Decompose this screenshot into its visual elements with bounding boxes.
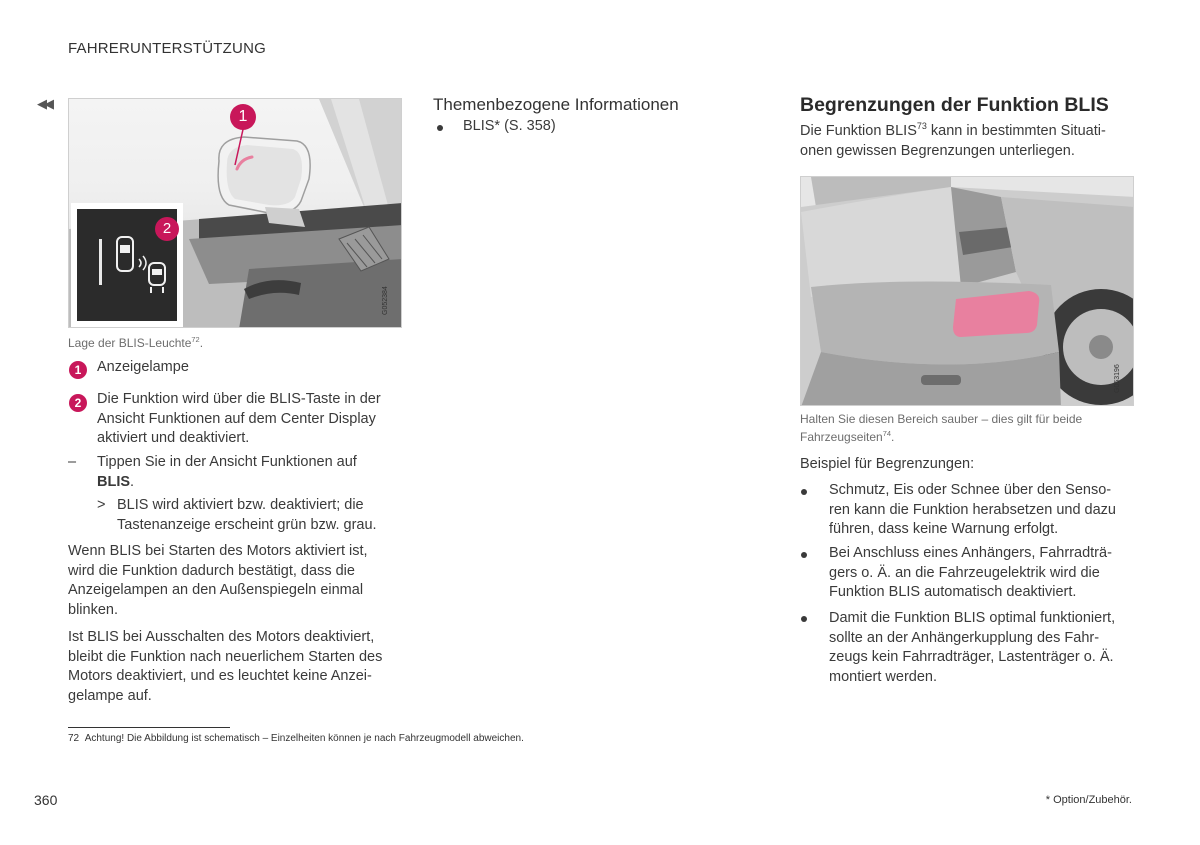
limitation-item: Damit die Funktion BLIS optimal funktioniert, sollte an der Anhängerkupplung des Fahr- zeugs kein Fahrradträger, Lastenträger o. Ä. montiert werden.: [829, 610, 1116, 685]
step-result-marker: >: [97, 497, 106, 513]
blis-keyword: BLIS: [97, 473, 131, 490]
paragraph-shutdown: Ist BLIS bei Ausschalten des Motors deaktiviert, bleibt die Funktion nach neuerlichem Starten des Motors deaktiviert, und es leuchtet keine Anzei- gelampe auf.: [68, 629, 383, 704]
double-chevron-left-icon[interactable]: ◀◀: [37, 96, 51, 111]
limitations-heading: Begrenzungen der Funktion BLIS: [800, 94, 1109, 116]
figure-caption: Lage der BLIS-Leuchte$^{72}$.: [68, 335, 204, 350]
item-1-text: Anzeigelampe: [97, 359, 189, 375]
footnote: 72 Achtung! Die Abbildung ist schematisch – Einzelheiten können je nach Fahrzeugmodell abweichen.: [68, 733, 524, 744]
section-header: FAHRERUNTERSTÜTZUNG: [68, 40, 266, 57]
paragraph-startup: Wenn BLIS bei Starten des Motors aktiviert ist, wird die Funktion dadurch bestätigt, dass die Anzeigelampen an den Außenspiegeln einmal blinken.: [68, 543, 368, 618]
step-text: Tippen Sie in der Ansicht Funktionen auf BLIS.: [97, 454, 357, 490]
mirror-door-illustration: [69, 99, 402, 328]
bullet-icon: [801, 489, 807, 495]
item-2-marker: 2: [69, 394, 87, 412]
step-result-text: BLIS wird aktiviert bzw. deaktiviert; die Tastenanzeige erscheint grün bzw. grau.: [117, 497, 377, 533]
bullet-icon: [437, 125, 443, 131]
item-2-text: Die Funktion wird über die BLIS-Taste in der Ansicht Funktionen auf dem Center Display aktiviert und deaktiviert.: [97, 391, 381, 446]
bullet-icon: [801, 616, 807, 622]
option-note: * Option/Zubehör.: [1045, 794, 1132, 806]
rear-bumper-figure: [800, 176, 1134, 406]
step-dash: –: [68, 454, 77, 470]
related-info-heading: Themenbezogene Informationen: [433, 95, 679, 114]
example-label: Beispiel für Begrenzungen:: [800, 456, 975, 472]
callout-2: 2: [155, 217, 179, 241]
limitation-item: Bei Anschluss eines Anhängers, Fahrradträ- gers o. Ä. an die Fahrzeugelektrik wird die Funktion BLIS automatisch deaktiviert.: [829, 545, 1112, 600]
blis-lamp-figure: [68, 98, 402, 328]
limitations-intro: Die Funktion BLIS$^{73}$ kann in bestimmten Situati- onen gewissen Begrenzungen unterliegen.: [800, 121, 1106, 159]
item-1-marker: 1: [69, 361, 87, 379]
callout-1: 1: [230, 104, 256, 130]
related-link[interactable]: BLIS* (S. 358): [463, 118, 556, 134]
page-number: 360: [34, 792, 58, 808]
figure-code: G052384: [382, 286, 389, 315]
figure-code: G053196: [1114, 364, 1121, 393]
figure-caption-right: Halten Sie diesen Bereich sauber – dies gilt für beide Fahrzeugseiten$^{74}$.: [800, 412, 1083, 444]
car-rear-illustration: [801, 177, 1134, 406]
limitation-item: Schmutz, Eis oder Schnee über den Senso- ren kann die Funktion herabsetzen und dazu führen, dass keine Warnung erfolgt.: [829, 482, 1116, 537]
bullet-icon: [801, 552, 807, 558]
footnote-divider: [68, 727, 230, 728]
